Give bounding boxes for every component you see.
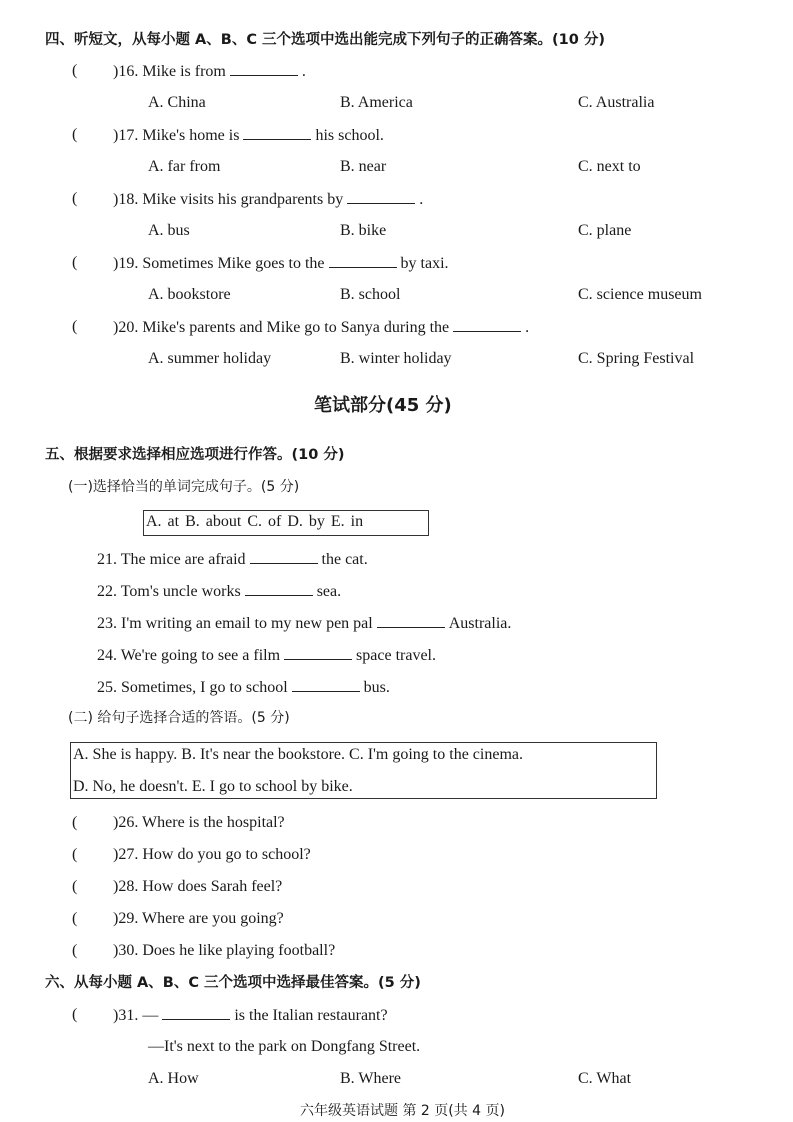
answer-paren[interactable]: (: [72, 62, 78, 79]
question-30: )30. Does he like playing football?: [113, 942, 336, 959]
word-box-text: A. at B. about C. of D. by E. in: [146, 513, 364, 530]
question-18: )18. Mike visits his grandparents by .: [113, 191, 424, 208]
answer-paren[interactable]: (: [72, 878, 78, 895]
question-31: )31. — is the Italian restaurant?: [113, 1007, 388, 1024]
answer-blank[interactable]: [162, 1005, 230, 1020]
answer-paren[interactable]: (: [72, 910, 78, 927]
option-b[interactable]: B. bike: [340, 222, 387, 239]
answer-blank: [347, 189, 415, 204]
answer-blank[interactable]: [250, 549, 318, 564]
option-c[interactable]: C. science museum: [578, 286, 702, 303]
answer-box-line1: A. She is happy. B. It's near the bookstore. C. I'm going to the cinema.: [73, 746, 523, 763]
answer-blank: [230, 61, 298, 76]
answer-blank[interactable]: [284, 645, 352, 660]
option-a[interactable]: A. bus: [148, 222, 190, 239]
answer-blank[interactable]: [377, 613, 445, 628]
option-c[interactable]: C. Australia: [578, 94, 655, 111]
question-29: )29. Where are you going?: [113, 910, 284, 927]
option-a[interactable]: A. bookstore: [148, 286, 231, 303]
question-20: )20. Mike's parents and Mike go to Sanya during the .: [113, 319, 530, 336]
answer-paren[interactable]: (: [72, 254, 78, 271]
option-a[interactable]: A. far from: [148, 158, 221, 175]
option-c[interactable]: C. Spring Festival: [578, 350, 695, 367]
answer-blank: [329, 253, 397, 268]
option-b[interactable]: B. winter holiday: [340, 350, 452, 367]
fill-item-22: 22. Tom's uncle works sea.: [97, 583, 342, 600]
section6-heading: 六、从每小题 A、B、C 三个选项中选择最佳答案。(5 分): [45, 975, 421, 991]
part1-heading: (一)选择恰当的单词完成句子。(5 分): [68, 479, 300, 495]
answer-paren[interactable]: (: [72, 318, 78, 335]
question-19: )19. Sometimes Mike goes to the by taxi.: [113, 255, 449, 272]
option-b[interactable]: B. near: [340, 158, 387, 175]
answer-paren[interactable]: (: [72, 814, 78, 831]
question-31-reply: —It's next to the park on Dongfang Street.: [148, 1038, 421, 1055]
answer-blank: [243, 125, 311, 140]
fill-item-24: 24. We're going to see a film space travel.: [97, 647, 436, 664]
answer-paren[interactable]: (: [72, 942, 78, 959]
page-footer: 六年级英语试题 第 2 页(共 4 页): [300, 1103, 505, 1119]
question-17: )17. Mike's home is his school.: [113, 127, 384, 144]
fill-item-23: 23. I'm writing an email to my new pen pal Australia.: [97, 615, 512, 632]
answer-paren[interactable]: (: [72, 1006, 78, 1023]
option-c[interactable]: C. plane: [578, 222, 632, 239]
answer-paren[interactable]: (: [72, 190, 78, 207]
question-28: )28. How does Sarah feel?: [113, 878, 283, 895]
answer-paren[interactable]: (: [72, 846, 78, 863]
option-a[interactable]: A. China: [148, 94, 206, 111]
answer-paren[interactable]: (: [72, 126, 78, 143]
option-b[interactable]: B. Where: [340, 1070, 402, 1087]
answer-blank: [453, 317, 521, 332]
option-c[interactable]: C. What: [578, 1070, 632, 1087]
answer-box-line2: D. No, he doesn't. E. I go to school by bike.: [73, 778, 353, 795]
option-c[interactable]: C. next to: [578, 158, 641, 175]
written-section-title: 笔试部分(45 分): [314, 395, 452, 416]
option-a[interactable]: A. How: [148, 1070, 199, 1087]
option-b[interactable]: B. school: [340, 286, 401, 303]
answer-blank[interactable]: [292, 677, 360, 692]
question-26: )26. Where is the hospital?: [113, 814, 285, 831]
question-27: )27. How do you go to school?: [113, 846, 311, 863]
fill-item-25: 25. Sometimes, I go to school bus.: [97, 679, 390, 696]
fill-item-21: 21. The mice are afraid the cat.: [97, 551, 368, 568]
section5-heading: 五、根据要求选择相应选项进行作答。(10 分): [45, 447, 345, 463]
option-b[interactable]: B. America: [340, 94, 413, 111]
option-a[interactable]: A. summer holiday: [148, 350, 272, 367]
question-16: )16. Mike is from .: [113, 63, 306, 80]
part2-heading: (二) 给句子选择合适的答语。(5 分): [68, 710, 290, 726]
answer-blank[interactable]: [245, 581, 313, 596]
section4-heading: 四、听短文，从每小题 A、B、C 三个选项中选出能完成下列句子的正确答案。(10 分): [45, 32, 605, 48]
